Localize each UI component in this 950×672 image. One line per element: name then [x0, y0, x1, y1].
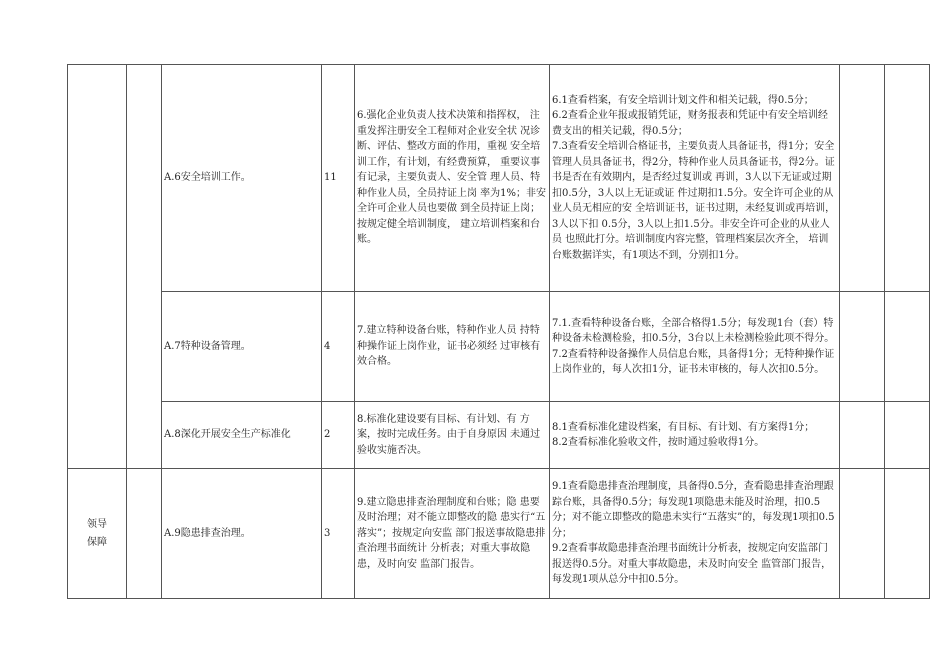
score-cell: 11: [322, 65, 355, 292]
requirement-cell: 9.建立隐患排查治理制度和台账；隐 患要及时治理；对不能立即整改的隐 患实行“五落实”；按规定向安监 部门报送事故隐患排查治理书面统计 分析表；对重大事故隐患，及时向安 监部门报告。: [355, 469, 550, 599]
item-cell: A.8深化开展安全生产标准化: [162, 402, 322, 469]
blank-cell: [885, 469, 930, 599]
blank-cell: [840, 469, 885, 599]
score-cell: 2: [322, 402, 355, 469]
blank-cell: [127, 469, 162, 599]
blank-cell: [840, 292, 885, 402]
criteria-cell: 8.1查看标准化建设档案，有目标、有计划、有方案得1分； 8.2查看标准化验收文件，按时通过验收得1分。: [550, 402, 840, 469]
evaluation-table: [67, 64, 930, 599]
section-cell: [68, 65, 127, 469]
blank-cell: [885, 292, 930, 402]
blank-cell: [885, 65, 930, 292]
score-cell: 4: [322, 292, 355, 402]
item-cell: A.9隐患排查治理。: [162, 469, 322, 599]
blank-cell: [840, 65, 885, 292]
table-row: [68, 469, 930, 599]
table-row: [68, 402, 930, 469]
score-cell: 3: [322, 469, 355, 599]
criteria-cell: 7.1.查看特种设备台账，全部合格得1.5分；每发现1台（套）特种设备未检测检验，扣0.5分，3台以上未检测检验此项不得分。 7.2查看特种设备操作人员信息台账，具备得1分；无特种操作证上岗作业的，每人次扣1分，证书未审核的，每人次扣0.5分。: [550, 292, 840, 402]
item-cell: A.7特种设备管理。: [162, 292, 322, 402]
criteria-cell: 6.1查看档案，有安全培训计划文件和相关记载，得0.5分； 6.2查看企业年报或报销凭证，财务报表和凭证中有安全培训经费支出的相关记载，得0.5分； 7.3查看安全培训合格证书，主要负责人具备证书，得1分；安全管理人员具备证书，得2分，特种作业人员具备证书，得2分。证书是否在有效期内，是否经过复训或 再训，3人以下无证或过期扣0.5分，3人以上无证或证 件过期扣1.5分。安全许可企业的从业人员无相应的安 全培训证书，证书过期，未经复训或再培训，3人以下扣 0.5分，3人以上扣1.5分。非安全许可企业的从业人员 也照此打分。培训制度内容完整，管理档案层次齐全， 培训台账数据详实，有1项达不到，分别扣1分。: [550, 65, 840, 292]
table-row: [68, 292, 930, 402]
item-cell: A.6安全培训工作。: [162, 65, 322, 292]
requirement-cell: 7.建立特种设备台账，特种作业人员 持特种操作证上岗作业，证书必须经 过审核有效合格。: [355, 292, 550, 402]
blank-cell: [885, 402, 930, 469]
criteria-cell: 9.1查看隐患排查治理制度，具备得0.5分，查看隐患排查治理跟踪台账，具备得0.5分；每发现1项隐患未能及时治理，扣0.5分；对不能立即整改的隐患未实行“五落实”的，每发现1项扣0.5分； 9.2查看事故隐患排查治理书面统计分析表，按规定向安监部门报送得0.5分。对重大事故隐患，未及时向安全 监管部门报告，每发现1项从总分中扣0.5分。: [550, 469, 840, 599]
requirement-cell: 6.强化企业负责人技术决策和指挥权， 注重发挥注册安全工程师对企业安全状 况诊断、评估、整改方面的作用，重视 安全培训工作，有计划，有经费预算， 重要议事有记录，主要负责人、安全管 理人员、特种作业人员，全员持证上岗 率为1%；非安全许可企业人员也要做 到全员持证上岗；按规定健全培训制度， 建立培训档案和台账。: [355, 65, 550, 292]
table-row: [68, 65, 930, 292]
blank-cell: [127, 65, 162, 469]
blank-cell: [840, 402, 885, 469]
section-cell: 领导 保障: [68, 469, 127, 599]
requirement-cell: 8.标准化建设要有目标、有计划、有 方案，按时完成任务。由于自身原因 未通过验收实施否决。: [355, 402, 550, 469]
